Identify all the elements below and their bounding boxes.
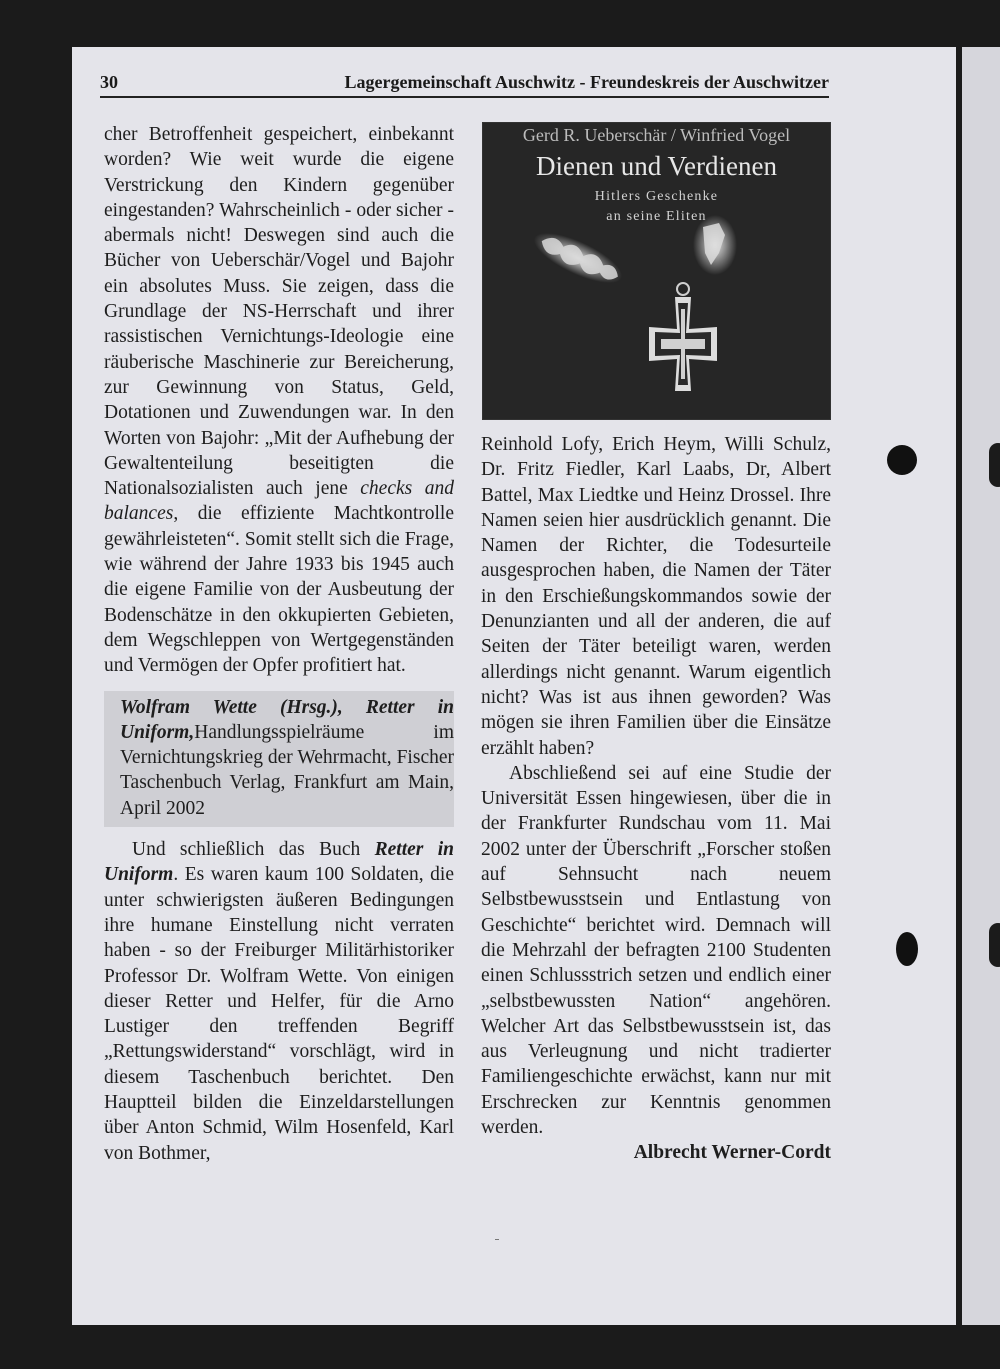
- cover-authors: Gerd R. Ueberschär / Winfried Vogel: [522, 125, 791, 145]
- page-header: [100, 70, 829, 98]
- punch-hole: [887, 445, 917, 475]
- bibliography-title: Wolfram Wette (Hrsg.), Retter in Uniform,: [120, 696, 454, 743]
- text-span: . Es waren kaum 100 Soldaten, die unter schwierigsten äußeren Bedingungen ihre humane Einstellung nicht verraten haben - so der Freiburger Militärhistoriker Professor Dr. Wolfram Wette. Von einigen dieser Retter und Helfer, für die Arno Lustiger den treffenden Begriff „Rettungswiderstand“ vorschlägt, wird in diesem Taschenbuch berichtet. Den Hauptteil bilden die Einzeldarstellungen über Anton Schmid, Wilm Hosenfeld, Karl von Bothmer,: [104, 864, 454, 1164]
- author-signature: Albrecht Werner-Cordt: [633, 1142, 831, 1164]
- book-cover-image: [482, 122, 831, 420]
- left-paragraph-1: [104, 122, 454, 679]
- right-paragraph-1: Reinhold Lofy, Erich Heym, Willi Schulz, Dr. Fritz Fiedler, Karl Laabs, Dr, Albert Battel, Max Liedtke und Heinz Drossel. Ihre Namen seien hier ausdrücklich genannt. Die Namen der Richter, die Todesurteile ausgesprochen haben, die Namen der Täter in den Erschießungskommandos sowie der Denunzianten und all der anderen, die auf Seiten der Täter beteiligt waren, werden allerdings nicht genannt. Warum eigentlich nicht? Was ist aus ihnen geworden? Was mögen sie ihren Familien über die Einsätze erzählt haben?: [481, 434, 831, 759]
- cover-subtitle: [483, 187, 830, 227]
- right-column: [481, 432, 831, 1166]
- iron-cross-icon: [649, 283, 717, 391]
- book-title-inline: Retter in Uniform: [104, 839, 454, 886]
- page-number: 30: [100, 72, 118, 92]
- punch-hole: [989, 923, 1000, 967]
- footer-mark: [495, 1239, 499, 1240]
- bibliography-box: [104, 691, 454, 827]
- bibliography-details: Handlungsspielräume im Vernichtungskrieg der Wehrmacht, Fischer Taschenbuch Verlag, Frankfurt am Main, April 2002: [120, 721, 454, 819]
- right-paragraph-2: Abschließend sei auf eine Studie der Universität Essen hingewiesen, über die in der Frankfurter Rundschau vom 11. Mai 2002 unter der Überschrift „Forscher stoßen auf Sehnsucht nach neuem Selbstbewusstsein und Entlastung von Geschichte“ berichtet wird. Demnach will die Mehrzahl der befragten 2100 Studenten einen Schlussstrich setzen und endlich einer „selbstbewussten Nation“ angehören. Welcher Art das Selbstbewusstsein ist, das aus Verleugnung und nicht tradierter Familiengeschichte erwächst, kann nur mit Erschrecken zur Kenntnis genommen werden.: [481, 762, 831, 1139]
- punch-hole: [896, 932, 918, 966]
- text-span: cher Betroffenheit gespeichert, einbekannt worden? Wie weit wurde die eigene Verstrickung den Kindern gegenüber eingestanden? Wahrscheinlich - oder sicher - abermals nicht! Deswegen sind auch die Bücher von Ueberschär/Vogel und Bajohr ein absolutes Muss. Sie zeigen, dass die Grundlage der NS-Herrschaft und ihrer rassistischen Vernichtungs-Ideologie eine räuberische Maschinerie zur Bereicherung, zur Gewinnung von Status, Geld, Dotationen und Zuwendungen war. In den Worten von Bajohr: „Mit der Aufhebung der Gewaltenteilung beseitigten die Nationalsozialisten auch jene: [104, 124, 454, 500]
- running-title: Lagergemeinschaft Auschwitz - Freundeskreis der Auschwitzer: [344, 72, 829, 92]
- text-span: Und schließlich das Buch: [132, 839, 375, 861]
- next-page-edge: [962, 47, 1000, 1325]
- oak-leaves-icon: [528, 223, 629, 293]
- cover-subtitle-line: an seine Eliten: [606, 209, 707, 224]
- italic-phrase: checks and balances: [104, 478, 454, 525]
- text-span: , die effiziente Machtkontrolle gewährleisteten“. Somit stellt sich die Frage, wie während der Jahre 1933 bis 1945 auch die eigene Familie von der Ausbeutung der Bodenschätze in den okkupierten Gebieten, dem Wegschleppen von Wertgegenständen und Vermögen der Opfer profitiert hat.: [104, 503, 454, 677]
- punch-hole: [989, 443, 1000, 487]
- cover-subtitle-line: Hitlers Geschenke: [594, 189, 719, 204]
- left-paragraph-2: [104, 837, 454, 1166]
- left-column: [104, 122, 454, 1166]
- cover-title: Dienen und Verdienen: [536, 151, 777, 181]
